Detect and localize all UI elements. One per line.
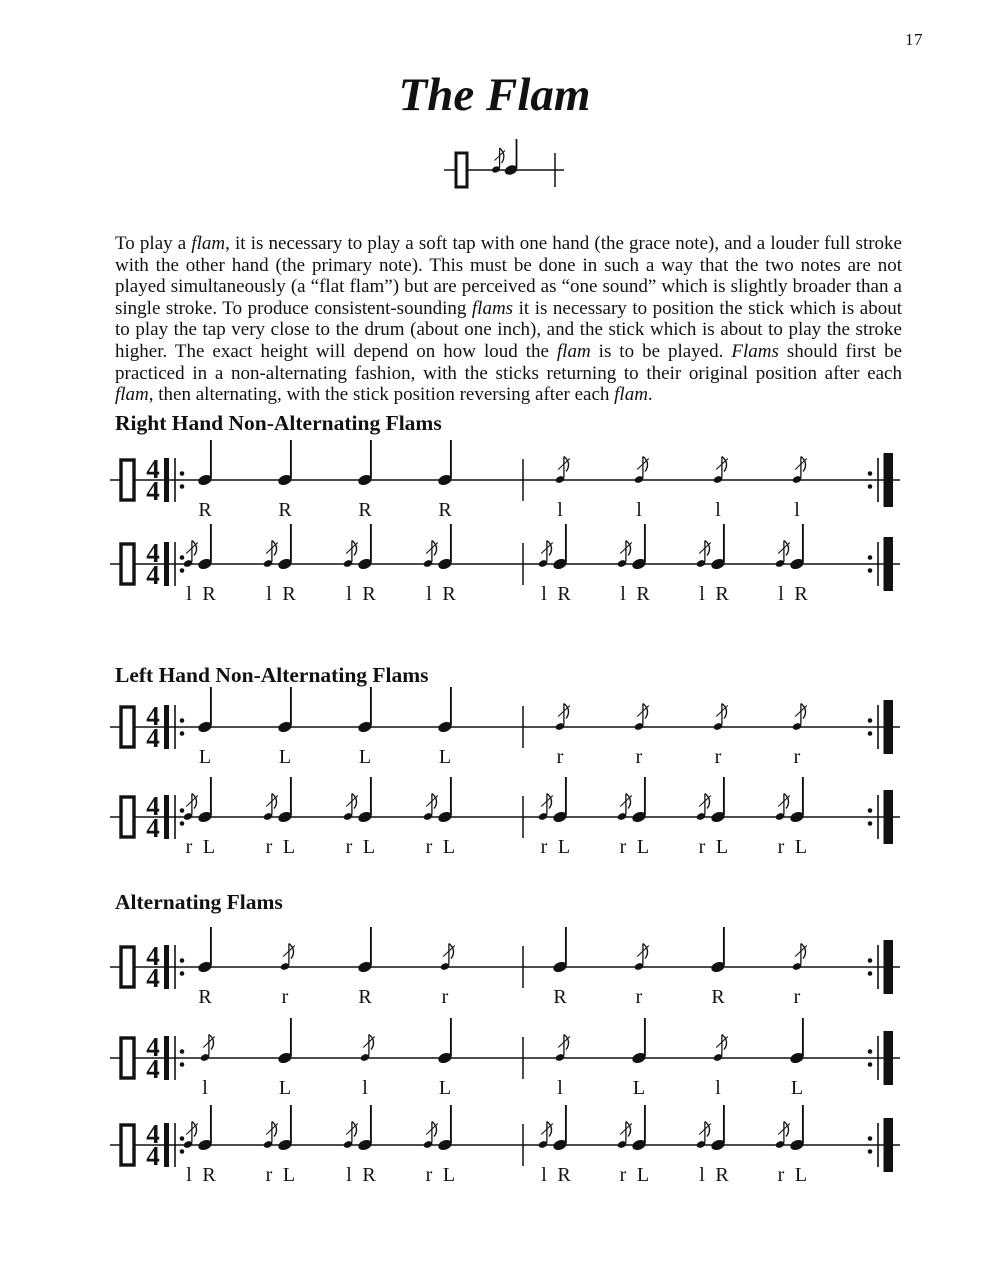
sticking-label: R <box>553 986 567 1008</box>
quarter-note <box>357 687 373 734</box>
staff-svg <box>100 773 980 861</box>
section-heading-right-hand: Right Hand Non-Alternating Flams <box>115 411 442 435</box>
sticking-label: r <box>777 1164 785 1186</box>
quarter-note <box>357 1105 373 1152</box>
text-run: is to be played. <box>590 340 732 362</box>
sticking-label: R <box>358 986 372 1008</box>
sticking-label: l <box>186 1164 192 1186</box>
grace-beat <box>792 944 807 1009</box>
staff-svg <box>100 520 980 608</box>
sticking-label: R <box>362 583 376 605</box>
grace-beat <box>555 457 570 522</box>
sticking-label: R <box>557 583 571 605</box>
quarter-note <box>710 927 726 974</box>
grace-beat <box>634 457 649 522</box>
text-run: should first be practiced in a non-alternating fashion, with the sticks returning to their original position after each <box>115 340 902 384</box>
sticking-label: l <box>346 1164 352 1186</box>
sticking-label: l <box>620 583 626 605</box>
time-sig-numerator: 4 <box>146 701 160 731</box>
staff-alternating-3 <box>100 1101 980 1189</box>
time-signature <box>146 791 160 843</box>
percussion-clef <box>121 797 134 837</box>
quarter-note <box>631 1105 647 1152</box>
grace-beat <box>713 704 728 769</box>
flam <box>775 777 807 858</box>
sticking-label: R <box>198 499 212 521</box>
flam <box>491 139 519 176</box>
quarter-note <box>631 524 647 571</box>
flam <box>617 1105 649 1186</box>
grace-beat <box>634 704 649 769</box>
flam <box>263 777 295 858</box>
flam <box>423 1105 455 1186</box>
time-sig-denominator: 4 <box>146 476 160 506</box>
sticking-label: L <box>282 836 296 858</box>
sticking-label: r <box>619 1164 627 1186</box>
sticking-label: l <box>362 1077 368 1099</box>
sticking-label: L <box>557 836 571 858</box>
quarter-note <box>710 1105 726 1152</box>
percussion-clef <box>121 1038 134 1078</box>
sticking-label: l <box>699 583 705 605</box>
sticking-label: l <box>715 499 721 521</box>
sticking-label: r <box>425 1164 433 1186</box>
sticking-label: L <box>438 746 452 768</box>
sticking-label: L <box>362 836 376 858</box>
sticking-label: L <box>794 836 808 858</box>
quarter-note <box>437 687 453 734</box>
sticking-label: L <box>358 746 372 768</box>
text-run: , then alternating, with the stick position reversing after each <box>148 384 615 406</box>
sticking-label: l <box>266 583 272 605</box>
quarter-note <box>277 1018 293 1065</box>
time-sig-denominator: 4 <box>146 723 160 753</box>
sticking-label: r <box>635 746 643 768</box>
grace-beat <box>440 944 455 1009</box>
quarter-note <box>789 1018 805 1065</box>
sticking-label: r <box>281 986 289 1008</box>
sticking-label: r <box>619 836 627 858</box>
sticking-label: L <box>715 836 729 858</box>
sticking-label: R <box>202 583 216 605</box>
italic-run: flam <box>115 384 149 406</box>
sticking-label: R <box>636 583 650 605</box>
italic-run: flam <box>614 384 648 406</box>
staff-svg <box>100 436 980 524</box>
percussion-clef <box>121 544 134 584</box>
quarter-beat <box>789 1018 805 1099</box>
text-run: . <box>647 384 653 406</box>
quarter-note <box>631 1018 647 1065</box>
sticking-label: r <box>793 746 801 768</box>
quarter-note <box>437 524 453 571</box>
italic-run: flam <box>556 340 591 362</box>
grace-beat <box>713 457 728 522</box>
percussion-clef <box>121 460 134 500</box>
quarter-beat <box>437 687 453 768</box>
time-sig-numerator: 4 <box>146 454 160 484</box>
example-staff-svg <box>440 136 570 200</box>
staff-alternating-2 <box>100 1014 980 1102</box>
sticking-label: L <box>794 1164 808 1186</box>
time-sig-denominator: 4 <box>146 560 160 590</box>
quarter-beat <box>437 440 453 521</box>
sticking-label: r <box>777 836 785 858</box>
section-heading-left-hand: Left Hand Non-Alternating Flams <box>115 663 429 687</box>
quarter-note <box>789 777 805 824</box>
sticking-label: r <box>540 836 548 858</box>
sticking-label: r <box>265 836 273 858</box>
quarter-note <box>552 1105 568 1152</box>
percussion-clef <box>121 947 134 987</box>
sticking-label: L <box>202 836 216 858</box>
page-number: 17 <box>905 30 923 49</box>
grace-beat <box>555 704 570 769</box>
sticking-label: r <box>698 836 706 858</box>
quarter-note <box>197 687 213 734</box>
quarter-note <box>277 524 293 571</box>
sticking-label: R <box>711 986 725 1008</box>
staff-left-hand-1 <box>100 683 980 771</box>
section-heading-alternating: Alternating Flams <box>115 890 283 914</box>
staff-svg <box>100 683 980 771</box>
sticking-label: L <box>442 1164 456 1186</box>
sticking-label: R <box>202 1164 216 1186</box>
flam <box>263 1105 295 1186</box>
quarter-note <box>710 777 726 824</box>
grace-beat <box>555 1035 570 1100</box>
text-run: it is necessary to position the stick which is about to play the tap very close to the drum (about one inch), and the stick which is about to play the stroke higher. The exact height will depend on how loud the <box>115 297 902 362</box>
sticking-label: l <box>557 1077 563 1099</box>
quarter-note <box>277 440 293 487</box>
quarter-note <box>197 927 213 974</box>
quarter-note <box>552 927 568 974</box>
time-sig-numerator: 4 <box>146 941 160 971</box>
sticking-label: R <box>557 1164 571 1186</box>
quarter-note <box>437 1018 453 1065</box>
grace-beat <box>360 1035 375 1100</box>
sticking-label: l <box>541 583 547 605</box>
sticking-label: R <box>715 1164 729 1186</box>
time-sig-denominator: 4 <box>146 1054 160 1084</box>
staff-alternating-1 <box>100 923 980 1011</box>
sticking-label: R <box>438 499 452 521</box>
sticking-label: r <box>441 986 449 1008</box>
sticking-label: L <box>438 1077 452 1099</box>
time-signature <box>146 538 160 590</box>
intro-paragraph <box>115 233 902 406</box>
sticking-label: r <box>556 746 564 768</box>
quarter-note <box>197 440 213 487</box>
quarter-beat <box>277 687 293 768</box>
sticking-label: r <box>793 986 801 1008</box>
sticking-label: l <box>778 583 784 605</box>
sticking-label: R <box>278 499 292 521</box>
sticking-label: R <box>362 1164 376 1186</box>
time-sig-numerator: 4 <box>146 538 160 568</box>
staff-right-hand-1 <box>100 436 980 524</box>
quarter-note <box>552 777 568 824</box>
flam <box>423 777 455 858</box>
sticking-label: L <box>282 1164 296 1186</box>
italic-run: flam <box>191 233 226 254</box>
quarter-note <box>277 1105 293 1152</box>
sticking-label: r <box>345 836 353 858</box>
sticking-label: l <box>346 583 352 605</box>
quarter-note <box>710 524 726 571</box>
sticking-label: l <box>715 1077 721 1099</box>
text-run: To play a <box>115 233 192 254</box>
italic-run: flams <box>471 297 514 319</box>
sticking-label: L <box>198 746 212 768</box>
staff-svg <box>100 1014 980 1102</box>
quarter-note <box>197 1105 213 1152</box>
quarter-note <box>197 524 213 571</box>
flam <box>538 777 570 858</box>
quarter-beat <box>357 687 373 768</box>
sticking-label: l <box>557 499 563 521</box>
staff-right-hand-2 <box>100 520 980 608</box>
sticking-label: r <box>635 986 643 1008</box>
quarter-beat <box>357 440 373 521</box>
sticking-label: L <box>442 836 456 858</box>
quarter-note <box>552 524 568 571</box>
time-sig-numerator: 4 <box>146 791 160 821</box>
sticking-label: R <box>358 499 372 521</box>
grace-beat <box>792 704 807 769</box>
sticking-label: l <box>186 583 192 605</box>
quarter-note <box>631 777 647 824</box>
sticking-label: r <box>425 836 433 858</box>
quarter-note <box>789 524 805 571</box>
quarter-note <box>277 777 293 824</box>
quarter-note <box>357 440 373 487</box>
quarter-note <box>437 440 453 487</box>
percussion-clef <box>456 153 467 187</box>
staff-svg <box>100 923 980 1011</box>
time-sig-denominator: 4 <box>146 963 160 993</box>
grace-beat <box>634 944 649 1009</box>
quarter-beat <box>277 440 293 521</box>
sticking-label: l <box>202 1077 208 1099</box>
sticking-label: R <box>282 583 296 605</box>
percussion-clef <box>121 1125 134 1165</box>
quarter-note <box>789 1105 805 1152</box>
quarter-beat <box>277 1018 293 1099</box>
quarter-beat <box>631 1018 647 1099</box>
quarter-beat <box>197 687 213 768</box>
sticking-label: l <box>426 583 432 605</box>
time-signature <box>146 1032 160 1084</box>
quarter-beat <box>357 927 373 1008</box>
time-signature <box>146 1119 160 1171</box>
sticking-label: L <box>278 746 292 768</box>
sticking-label: R <box>794 583 808 605</box>
sticking-label: r <box>265 1164 273 1186</box>
sticking-label: L <box>790 1077 804 1099</box>
sticking-label: r <box>714 746 722 768</box>
flam <box>343 777 375 858</box>
quarter-note <box>197 777 213 824</box>
quarter-beat <box>197 440 213 521</box>
sticking-label: R <box>715 583 729 605</box>
quarter-beat <box>552 927 568 1008</box>
time-signature <box>146 941 160 993</box>
text-run: , it is necessary to play a soft tap with one hand (the grace note), and a louder full stroke with the other hand (the primary note). This must be done in such a way that the two notes are not played simultaneously (a “flat flam”) but are perceived as “one sound” which is slightly broader than a single stroke. To produce consistent-sounding <box>115 233 902 319</box>
sticking-label: l <box>541 1164 547 1186</box>
flam <box>775 1105 807 1186</box>
quarter-note <box>437 1105 453 1152</box>
grace-beat <box>713 1035 728 1100</box>
time-sig-numerator: 4 <box>146 1119 160 1149</box>
flam-example-staff <box>440 136 570 200</box>
sticking-label: l <box>794 499 800 521</box>
flam <box>696 777 728 858</box>
time-signature <box>146 454 160 506</box>
percussion-clef <box>121 707 134 747</box>
sticking-label: l <box>636 499 642 521</box>
sticking-label: L <box>636 836 650 858</box>
quarter-note <box>357 524 373 571</box>
quarter-beat <box>437 1018 453 1099</box>
sticking-label: L <box>632 1077 646 1099</box>
flam <box>183 777 215 858</box>
time-sig-denominator: 4 <box>146 1141 160 1171</box>
page-title: The Flam <box>398 69 591 121</box>
quarter-beat <box>710 927 726 1008</box>
time-sig-numerator: 4 <box>146 1032 160 1062</box>
quarter-note <box>277 687 293 734</box>
staff-left-hand-2 <box>100 773 980 861</box>
grace-beat <box>200 1035 215 1100</box>
quarter-beat <box>197 927 213 1008</box>
time-sig-denominator: 4 <box>146 813 160 843</box>
time-signature <box>146 701 160 753</box>
grace-beat <box>280 944 295 1009</box>
sticking-label: L <box>278 1077 292 1099</box>
sticking-label: R <box>442 583 456 605</box>
sticking-label: l <box>699 1164 705 1186</box>
grace-beat <box>792 457 807 522</box>
quarter-note <box>357 777 373 824</box>
quarter-note <box>437 777 453 824</box>
sticking-label: L <box>636 1164 650 1186</box>
italic-run: Flams <box>731 340 779 362</box>
sticking-label: R <box>198 986 212 1008</box>
staff-svg <box>100 1101 980 1189</box>
sticking-label: r <box>185 836 193 858</box>
flam <box>617 777 649 858</box>
quarter-note <box>357 927 373 974</box>
